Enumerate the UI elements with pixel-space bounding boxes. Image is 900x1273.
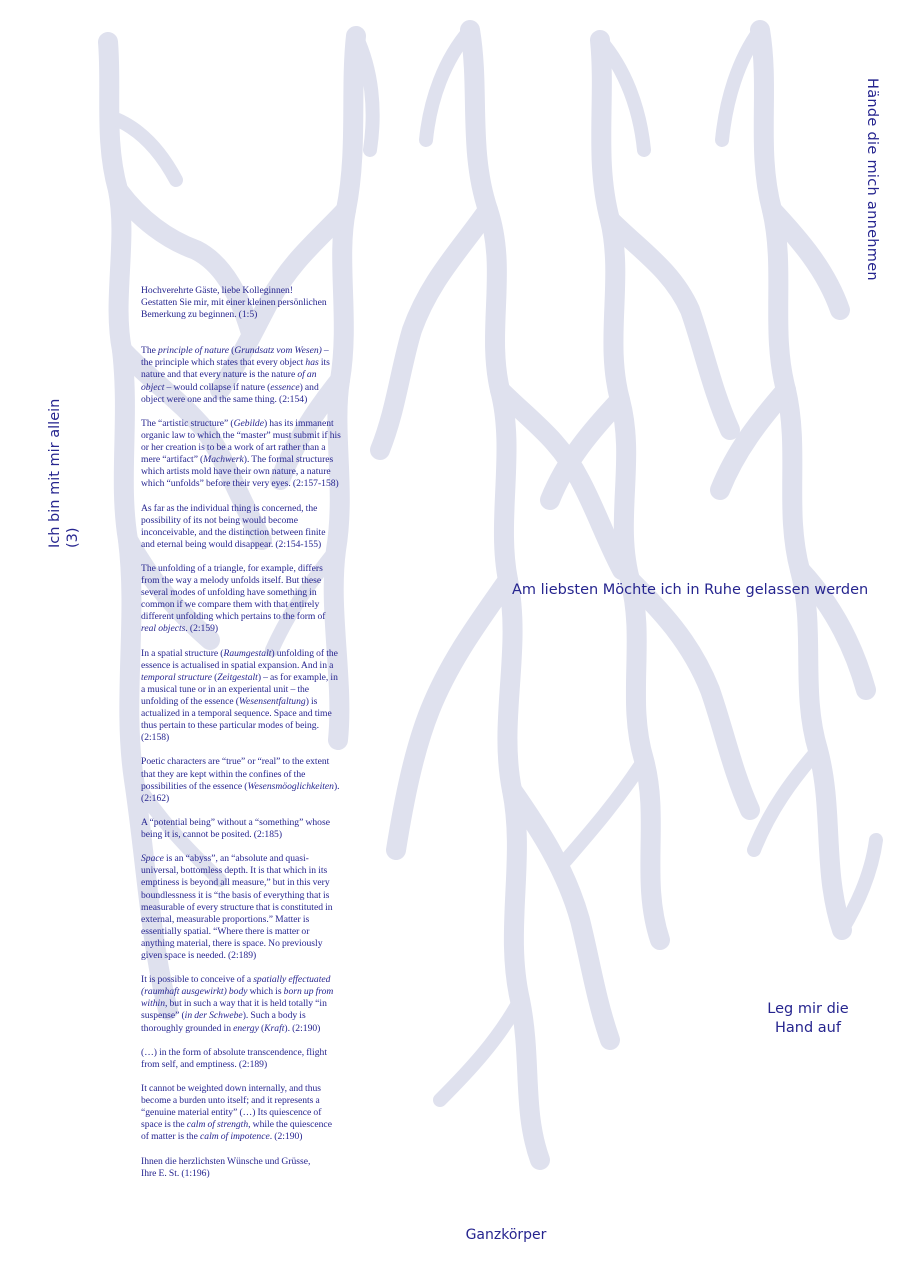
text-run: (: [229, 345, 235, 357]
vertical-title-left-line2: (3): [65, 527, 81, 548]
leg-caption: [750, 1000, 866, 1038]
text-run: It is possible to conceive of a: [141, 974, 254, 986]
italic-run: Zeitgestalt: [217, 671, 258, 683]
italic-run: Gebilde: [233, 417, 264, 429]
italic-run: in der Schwebe: [184, 1010, 243, 1022]
italic-run: of an object: [141, 369, 317, 393]
text-run: is an “abyss”, an “absolute and quasi-universal, bottomless depth. It is that which in its emptiness is beyond all measure,” but in this very boundlessness it is “the basis of everything that is measurable of every structure that is constituted in external, measurable proportions.” Matter is essentially spatial. “Where there is matter or anything material, there is space. No previously given space is needed. (2:189): [141, 853, 333, 961]
paragraph-poetic-characters: [141, 756, 341, 804]
italic-run: Raumgestalt: [223, 647, 272, 659]
text-run: ) has its immanent organic law to which the “master” must submit if his or her creation is to be a work of art rather than a mere “artifact” (: [141, 417, 341, 466]
text-run: ). Such a body is thoroughly grounded in: [141, 1010, 306, 1034]
italic-run: spatially effectuated (raumhaft ausgewirkt) body: [141, 974, 331, 998]
paragraph-spatial-structure: [141, 648, 341, 745]
leg-caption-line1: Leg mir die: [767, 1001, 849, 1017]
italic-run: has: [305, 357, 319, 369]
italic-run: Machwerk: [203, 454, 244, 466]
paragraph-artistic-structure: [141, 418, 341, 491]
italic-run: born up from within: [141, 986, 334, 1010]
text-run: It cannot be weighted down internally, and thus become a burden unto itself; and it represents a “genuine material entity” (…) Its quiescence of space is the: [141, 1083, 322, 1131]
italic-run: Kraft: [264, 1022, 285, 1034]
text-run: ). (2:190): [284, 1022, 321, 1034]
paragraph-transcendence: (…) in the form of absolute transcendence, flight from self, and emptiness. (2:189): [141, 1046, 327, 1070]
paragraph-individual-thing: As far as the individual thing is concerned, the possibility of its not being would become inconceivable, and the distinction between finite and eternal being would disappear. (2:154-155): [141, 502, 326, 550]
closing-line2: Ihre E. St. (1:196): [141, 1167, 210, 1179]
italic-run: essence: [270, 381, 300, 393]
closing-line1: Ihnen die herzlichsten Wünsche und Grüsse,: [141, 1155, 311, 1167]
headline: Am liebsten Möchte ich in Ruhe gelassen werden: [512, 582, 869, 598]
text-run: . (2:190): [269, 1131, 303, 1143]
text-column: [141, 285, 341, 1192]
intro-line2: Gestatten Sie mir, mit einer kleinen persönlichen Bemerkung zu beginnen. (1:5): [141, 297, 327, 321]
intro-paragraph: [141, 285, 341, 321]
leg-caption-line2: Hand auf: [775, 1020, 841, 1036]
text-run: ) unfolding of the essence is actualised in spatial expansion. And in a: [141, 647, 338, 671]
italic-run: principle of nature: [158, 345, 230, 357]
paragraph-potential-being: A “potential being” without a “something” whose being it is, cannot be posited. (2:185): [141, 816, 330, 841]
text-run: . (2:159): [185, 623, 219, 635]
text-run: its nature and that every nature is the nature: [141, 357, 330, 381]
text-run: ) is actualized in a temporal sequence. Space and time thus pertain to these particular modes of being. (2:158): [141, 696, 332, 744]
italic-run: Wesensentfaltung: [238, 696, 306, 707]
footer-title: Ganzkörper: [465, 1227, 547, 1243]
italic-run: Wesensmöoglichkeiten: [247, 780, 334, 792]
vertical-title-left: [46, 388, 86, 548]
paragraph-triangle: [141, 563, 341, 636]
paragraph-quiescence: [141, 1083, 341, 1143]
italic-run: energy: [233, 1022, 259, 1034]
text-run: ) and object were one and the same thing. (2:154): [141, 381, 319, 405]
italic-run: temporal structure: [141, 671, 213, 683]
italic-run: calm of impotence: [200, 1131, 270, 1143]
text-run: ). (2:162): [141, 780, 340, 804]
paragraph-principle-of-nature: [141, 345, 341, 405]
intro-line1: Hochverehrte Gäste, liebe Kolleginnen!: [141, 285, 294, 296]
italic-run: Space: [141, 853, 164, 865]
text-run: – would collapse if nature (: [164, 381, 271, 393]
text-run: ). The formal structures which artists mold have their own nature, a nature which “unfolds” before their very eyes. (2:157-158): [141, 454, 339, 490]
text-run: , but in such a way that it is held totally “in suspense” (: [141, 998, 327, 1022]
italic-run: calm of strength: [186, 1119, 249, 1131]
text-run: The “artistic structure” (: [141, 417, 234, 429]
text-run: Poetic characters are “true” or “real” to the extent that they are kept within the confines of the possibilities of the essence (: [141, 756, 330, 792]
paragraph-spatially-effectuated: [141, 974, 341, 1034]
closing-paragraph: [141, 1156, 341, 1180]
paragraph-space: [141, 853, 341, 962]
text-run: (: [258, 1022, 265, 1034]
text-run: The unfolding of a triangle, for example, differs from the way a melody unfolds itself. But these several modes of unfolding have something in common if we compare them with that entirely different unfolding which pertains to the form of: [141, 562, 326, 623]
italic-run: Grundsatz vom Wesen): [234, 345, 322, 357]
vertical-title-left-line1: Ich bin mit mir allein: [47, 398, 63, 548]
text-run: (: [212, 671, 218, 683]
text-run: which is: [247, 986, 284, 998]
text-run: The: [141, 345, 159, 357]
text-run: , while the quiescence of matter is the: [141, 1119, 332, 1143]
text-run: – the principle which states that every object: [141, 345, 329, 369]
text-run: In a spatial structure (: [141, 647, 224, 659]
italic-run: real objects: [141, 623, 186, 635]
text-run: ) – as for example, in a musical tune or in an experiental unit – the unfolding of the essence (: [141, 671, 338, 707]
vertical-title-right: Hände die mich annehmen: [864, 78, 880, 281]
